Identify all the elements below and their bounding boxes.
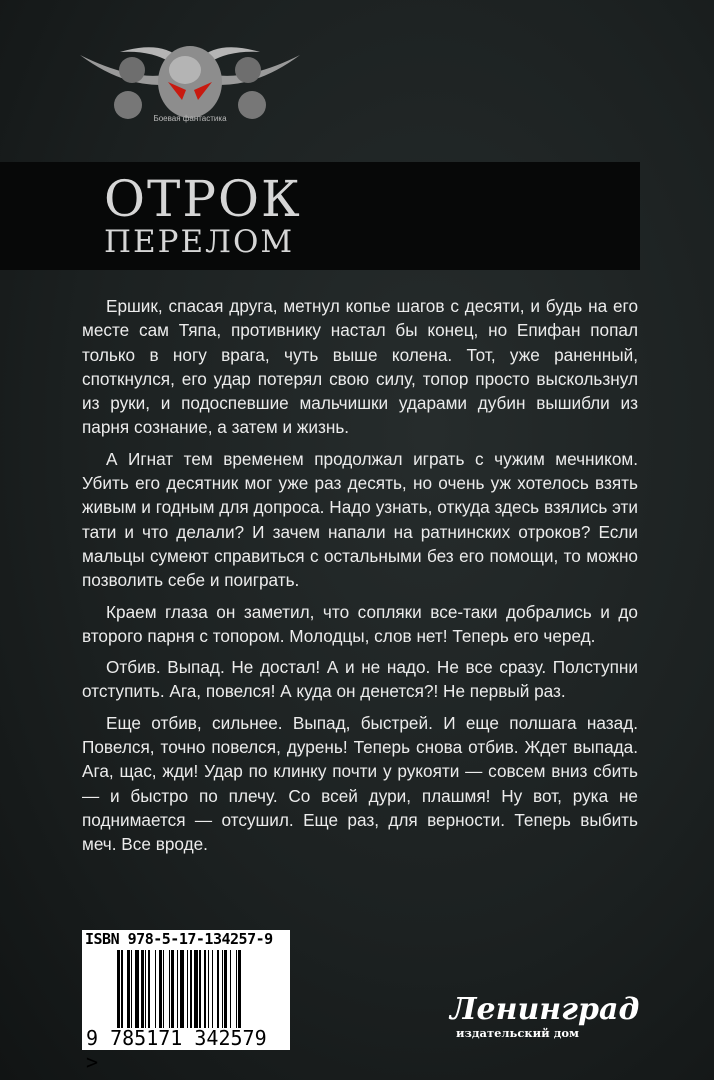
title-band bbox=[0, 162, 640, 270]
paragraph: Краем глаза он заметил, что сопляки все-таки добрались и до второго парня с топором. Молодцы, слов нет! Теперь его черед. bbox=[82, 601, 638, 646]
paragraph: Еще отбив, сильнее. Выпад, быстрей. И еще полшага назад. Повелся, точно повелся, дурень! Теперь снова отбив. Ждет выпада. Ага, щас, жди! Удар по клинку почти у рукояти — совсем вниз сбить — и быстро по плечу. Со всей дури, плашмя! Ну вот, рука не поднимается — отсушил. Еще раз, для верности. Теперь выбить меч. Все вроде. bbox=[82, 712, 638, 855]
barcode-digits: 9 785171 342579 > bbox=[86, 1026, 267, 1074]
blurb-text bbox=[82, 294, 638, 864]
series-logo bbox=[70, 30, 310, 130]
barcode-bars bbox=[117, 950, 277, 1028]
publisher-tagline: издательский дом bbox=[456, 1026, 580, 1040]
book-subtitle: ПЕРЕЛОМ bbox=[104, 224, 295, 260]
book-title: ОТРОК bbox=[104, 170, 302, 228]
barcode-bar bbox=[241, 950, 242, 1028]
series-logo-caption: Боевая фантастика bbox=[153, 114, 227, 123]
publisher-logo bbox=[450, 992, 640, 1042]
paragraph: Ершик, спасая друга, метнул копье шагов с десяти, и будь на его месте сам Тяпа, противнику настал бы конец, но Епифан попал только в ногу врага, чуть выше колена. Тот, уже раненный, споткнулся, его удар потерял свою силу, топор просто выскользнул из руки, и подоспевшие мальчишки ударами дубин вышибли из парня сознание, а затем и жизнь. bbox=[82, 296, 638, 438]
isbn-barcode bbox=[82, 930, 290, 1074]
isbn-text: ISBN 978-5-17-134257-9 bbox=[85, 930, 273, 948]
paragraph: А Игнат тем временем продолжал играть с чужим мечником. Убить его десятник мог уже раз десять, но очень уж хотелось взять живым и годным для допроса. Надо узнать, откуда здесь взялись эти тати и что делали? И зачем напали на ратнинских отроков? Если мальцы сумеют справиться с остальными без его помощи, то можно позволить себе и поиграть. bbox=[82, 448, 638, 591]
publisher-name: Ленинград bbox=[450, 992, 640, 1027]
paragraph: Отбив. Выпад. Не достал! А и не надо. Не все сразу. Полступни отступить. Ага, повелся! А куда он денется?! Не первый раз. bbox=[82, 657, 638, 702]
alien-skull-emblem-icon bbox=[70, 30, 310, 120]
